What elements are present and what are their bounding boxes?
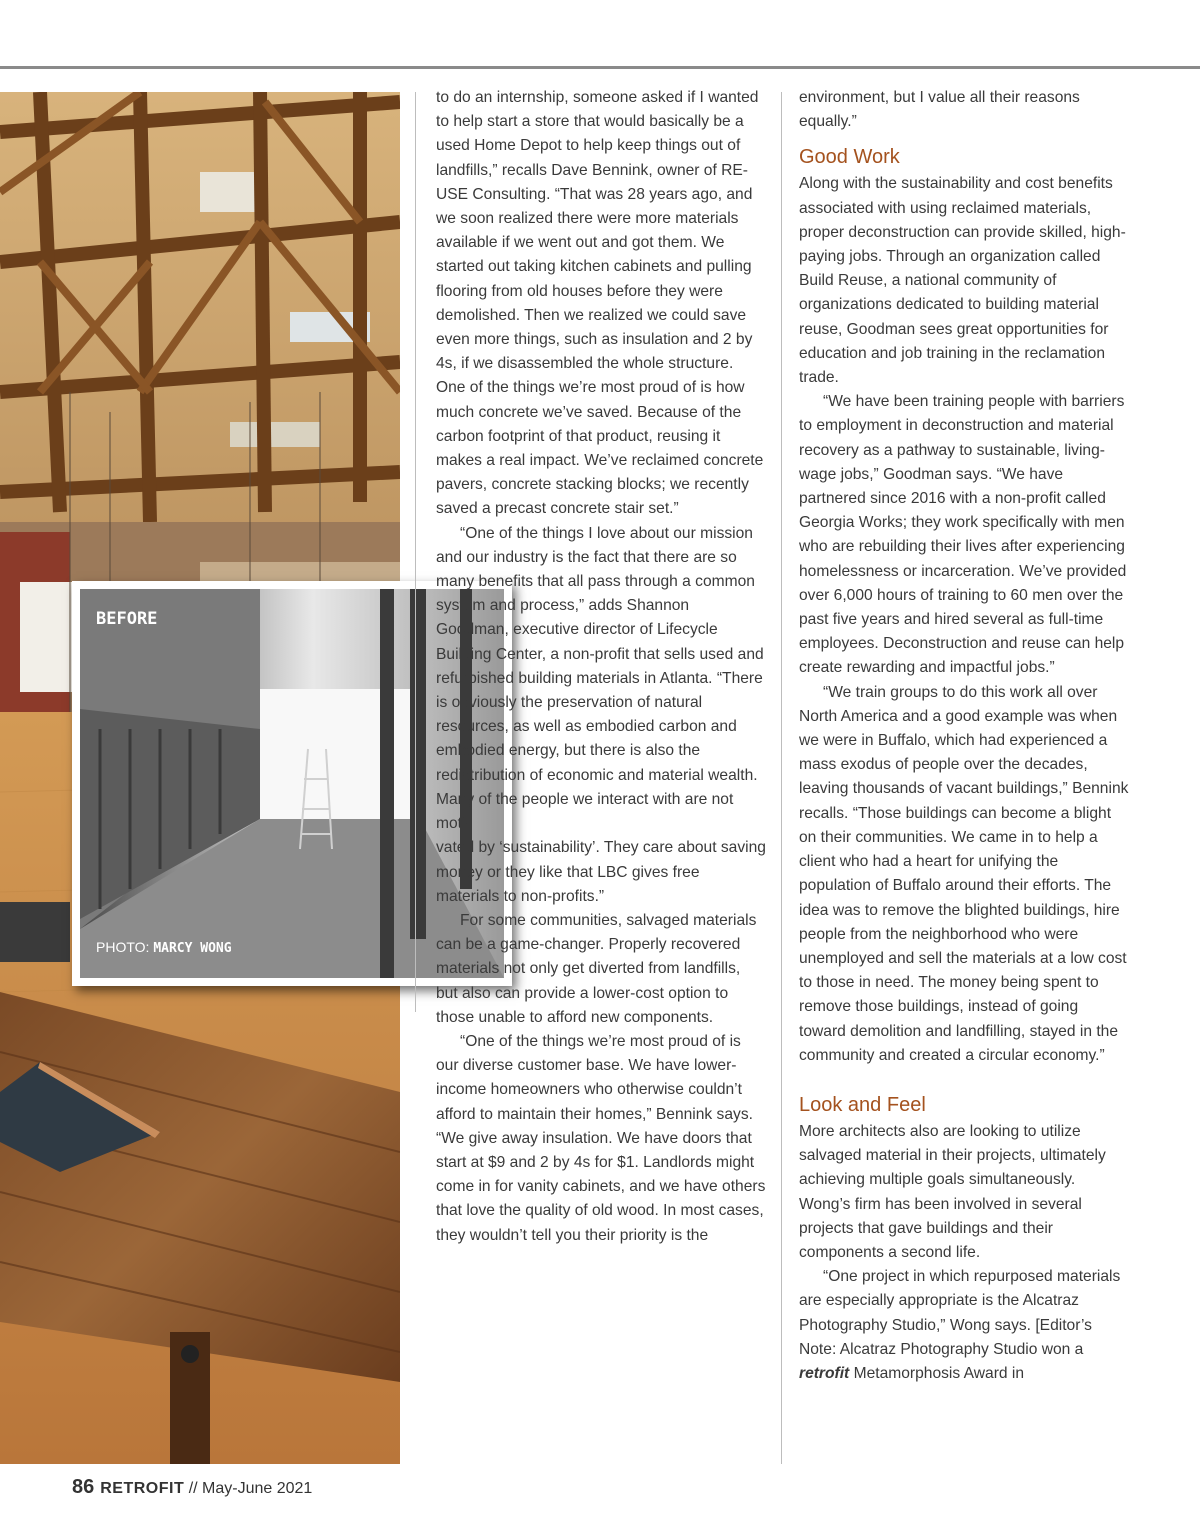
- page-footer: [72, 1476, 312, 1499]
- magazine-name: RETROFIT: [100, 1480, 185, 1497]
- col1-paragraph-4: “One of the things we’re most proud of is our diverse customer base. We have lower-income homeowners who otherwise couldn’t afford to maintain their homes,” Bennink says. “We give away insulation. We have doors that start at $9 and 2 by 4s for $1. Landlords might come in for vanity cabinets, and we have others that love the quality of old wood. In most cases, they wouldn’t tell you their priority is the: [436, 1032, 766, 1244]
- photo-credit-name: MARCY WONG: [153, 941, 232, 956]
- column-divider-left: [415, 92, 416, 1012]
- photo-credit-prefix: PHOTO:: [96, 939, 150, 955]
- col2-paragraph-3: “We have been training people with barriers to employment in deconstruction and material recovery as a pathway to sustainable, living-wage jobs,” Goodman says. “We have partnered since 2016 with a non-profit called Georgia Works; they work specifically with men who are rebuilding their lives after experiencing homelessness or incarceration. We’ve provided over 6,000 hours of training to 60 men over the past five years and hired several as full-time employees. Deconstruction and reuse can help create rewarding and impactful jobs.”: [799, 393, 1127, 677]
- article-column-2: [799, 86, 1129, 1386]
- col2-paragraph-6-emphasis: retrofit: [799, 1364, 850, 1382]
- section-heading-good-work: Good Work: [799, 146, 900, 169]
- col2-paragraph-6-b: Metamorphosis Award in: [849, 1364, 1025, 1382]
- col2-paragraph-6: [799, 1265, 1129, 1386]
- col1-paragraph-2: “One of the things I love about our mission and our industry is the fact that there are so many benefits that all pass through a common system and process,” adds Shannon Goodman, executive director of Lifecycle Building Center, a non-profit that sells used and refurbished building materials in Atlanta. “There is obviously the preservation of natural resources, as well as embodied carbon and embodied energy, but there is also the redistribution of economic and material wealth. Many of the people we interact with are not moti-: [436, 524, 764, 833]
- col2-paragraph-2: Along with the sustainability and cost benefits associated with using reclaimed materials, proper deconstruction can provide skilled, high-paying jobs. Through an organization called Build Reuse, a national community of organizations dedicated to building material reuse, Goodman sees great opportunities for education and job training in the reclamation trade.: [799, 175, 1126, 387]
- before-label: BEFORE: [96, 609, 158, 629]
- col2-paragraph-5: More architects also are looking to utilize salvaged material in their projects, ultimately achieving multiple goals simultaneously. Wong’s firm has been involved in several projects that gave buildings and their components a second life.: [799, 1122, 1106, 1261]
- col1-paragraph-3: For some communities, salvaged materials can be a game-changer. Properly recovered materials not only get diverted from landfills, but also can provide a lower-cost option to those unable to afford new components.: [436, 911, 757, 1026]
- top-rule: [0, 66, 1200, 69]
- issue-date: // May-June 2021: [188, 1480, 313, 1497]
- column-divider-right: [781, 92, 782, 1464]
- col2-paragraph-6-a: “One project in which repurposed materials are especially appropriate is the Alcatraz Photography Studio,” Wong says. [Editor’s Note: Alcatraz Photography Studio won a: [799, 1268, 1121, 1358]
- col2-paragraph-1: environment, but I value all their reasons equally.”: [799, 89, 1080, 131]
- col1-paragraph-1: to do an internship, someone asked if I wanted to help start a store that would basically be a used Home Depot to help keep things out of landfills,” recalls Dave Bennink, owner of RE-USE Consulting. “That was 28 years ago, and we soon realized there were more materials available if we went out and got them. We started out taking kitchen cabinets and pulling flooring from old houses before they were demolished. Then we realized we could save even more things, such as insulation and 2 by 4s, if we disassembled the whole structure. One of the things we’re most proud of is how much concrete we’ve saved. Because of the carbon footprint of that product, reusing it makes a real impact. We’ve reclaimed concrete pavers, concrete stacking blocks; we recently saved a precast concrete stair set.”: [436, 89, 764, 518]
- col1-paragraph-2-cont: vated by ‘sustainability’. They care about saving money or they like that LBC gives free materials to non-profits.”: [436, 839, 766, 905]
- photo-credit: [96, 939, 232, 956]
- col2-paragraph-4: “We train groups to do this work all over North America and a good example was when we were in Buffalo, which had experienced a mass exodus of people over the decades, leaving thousands of vacant buildings,” Bennink recalls. “Those buildings can become a blight on their communities. We came in to help a client who had a heart for unifying the population of Buffalo around their efforts. The idea was to remove the blighted buildings, hire people from the neighborhood who were unemployed and sell the materials at a low cost to those in need. The money being spent to remove those buildings, instead of going toward demolition and landfilling, stayed in the community and created a circular economy.”: [799, 683, 1129, 1064]
- page-number: 86: [72, 1476, 95, 1498]
- section-heading-look-and-feel: Look and Feel: [799, 1093, 926, 1116]
- article-column-1: [436, 86, 766, 1248]
